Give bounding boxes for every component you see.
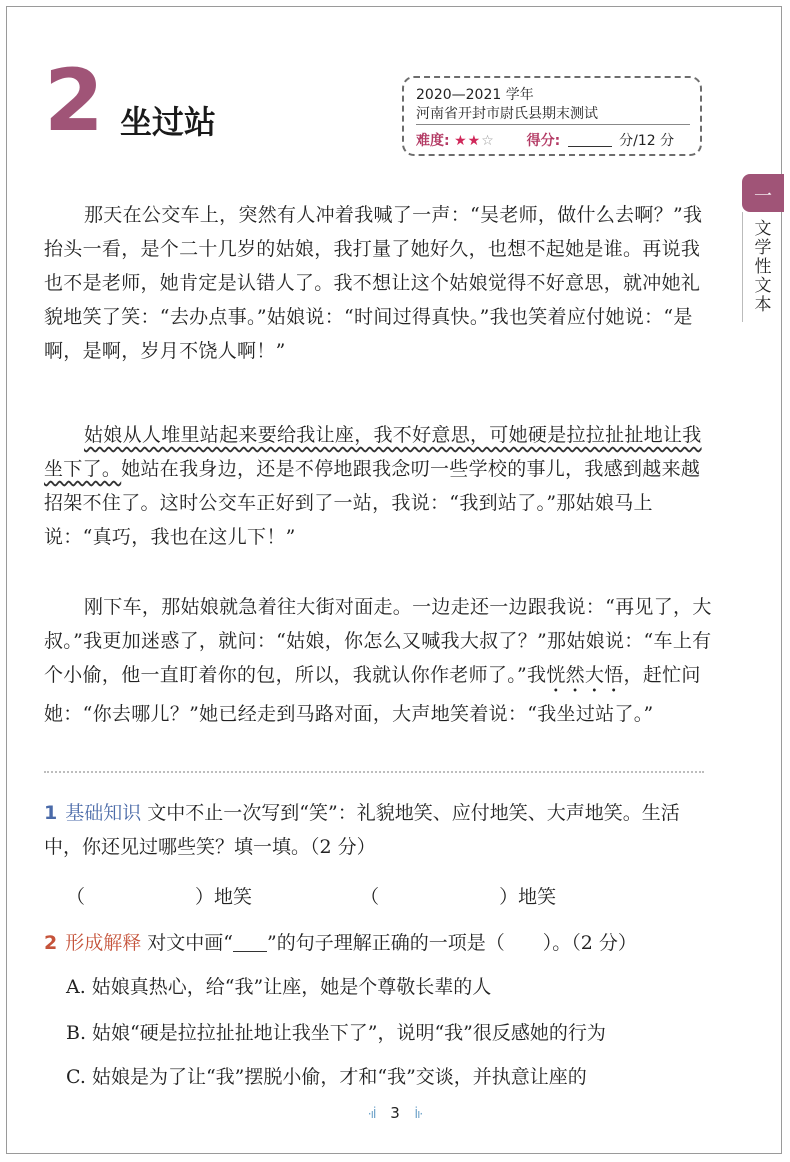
question-number: 1 [44,802,58,824]
question-1-blanks [66,880,736,914]
exam-year: 2020—2021 学年 [416,87,534,103]
question-tag: 基础知识 [65,802,142,824]
difficulty-stars [454,133,500,149]
question-2 [44,926,714,960]
star-filled-icon: ★ [467,133,482,149]
blank-open: （ [66,886,86,908]
footer-right-ornament-icon: İı· [414,1107,423,1121]
section-divider [44,771,704,773]
exam-source: 河南省开封市尉氏县期末测试 [416,106,598,122]
passage-paragraph-3 [44,590,712,731]
section-tab [742,174,784,212]
question-text-before: 对文中画“ [147,932,234,954]
side-divider [742,212,743,322]
section-tab-label: 文学性文本 [754,219,772,315]
section-tab-mark: 一 [754,186,772,207]
choice-a[interactable]: A. 姑娘真热心，给“我”让座，她是个尊敬长辈的人 [66,976,492,998]
score-blank [568,132,612,147]
star-empty-icon: ☆ [481,133,495,149]
exam-info-box [402,76,702,156]
question-text-after: ”的句子理解正确的一项是（ ）。（2 分） [267,932,637,954]
lesson-title: 坐过站 [120,103,217,141]
page-footer [0,1104,790,1122]
lesson-number: 2 [44,51,104,151]
underline-marker [233,931,267,952]
question-number: 2 [44,932,58,954]
paragraph-text: 刚下车，那姑娘就急着往大街对面走。一边走还一边跟我说：“再见了，大叔。”我更加迷惑了，就问：“姑娘，你怎么又喊我大叔了？”那姑娘说：“车上有个小偷，他一直盯着你的包，所以，我就认你作老师了。”我 [44,596,712,686]
page-number: 3 [390,1104,400,1122]
dotted-phrase: 恍然大悟 [546,664,624,686]
passage-paragraph-1 [44,198,712,368]
blank-open: （ [360,886,380,908]
question-text: 文中不止一次写到“笑”：礼貌地笑、应付地笑、大声地笑。生活中，你还见过哪些笑？填一填。（2 分） [44,802,680,858]
blank-close: ）地笑 [195,886,253,908]
info-difficulty-score-row [416,130,674,150]
paragraph-text: 那天在公交车上，突然有人冲着我喊了一声：“吴老师，做什么去啊？”我抬头一看，是个二十几岁的姑娘，我打量了她好久，也想不起她是谁。再说我也不是老师，她肯定是认错人了。我不想让这个姑娘觉得不好意思，就冲她礼貌地笑了笑：“去办点事。”姑娘说：“时间过得真快。”我也笑着应付她说：“是啊，是啊，岁月不饶人啊！” [44,204,703,362]
underlined-sentence: 姑娘从人堆里站起来要给我让座，我不好意思，可她硬是拉拉扯扯地让我坐下了。 [44,424,702,480]
passage-paragraph-2 [44,418,712,554]
paragraph-text: 她站在我身边，还是不停地跟我念叨一些学校的事儿，我感到越来越招架不住了。这时公交车正好到了一站，我说：“我到站了。”那姑娘马上说：“真巧，我也在这儿下！” [44,458,701,548]
footer-left-ornament-icon: ·ıİ [367,1107,376,1121]
blank-close: ）地笑 [499,886,557,908]
score-label: 得分: [526,133,561,149]
paragraph-text: ，赶忙问她：“你去哪儿？”她已经走到马路对面，大声地笑着说：“我坐过站了。” [44,664,701,725]
choice-c[interactable]: C. 姑娘是为了让“我”摆脱小偷，才和“我”交谈，并执意让座的 [66,1066,587,1088]
score-total: 分/12 分 [619,133,675,149]
difficulty-label: 难度: [416,133,450,149]
star-filled-icon: ★ [454,133,468,149]
info-divider [416,124,690,125]
question-tag: 形成解释 [65,932,142,954]
choice-b[interactable]: B. 姑娘“硬是拉拉扯扯地让我坐下了”，说明“我”很反感她的行为 [66,1022,606,1044]
question-1 [44,796,714,864]
